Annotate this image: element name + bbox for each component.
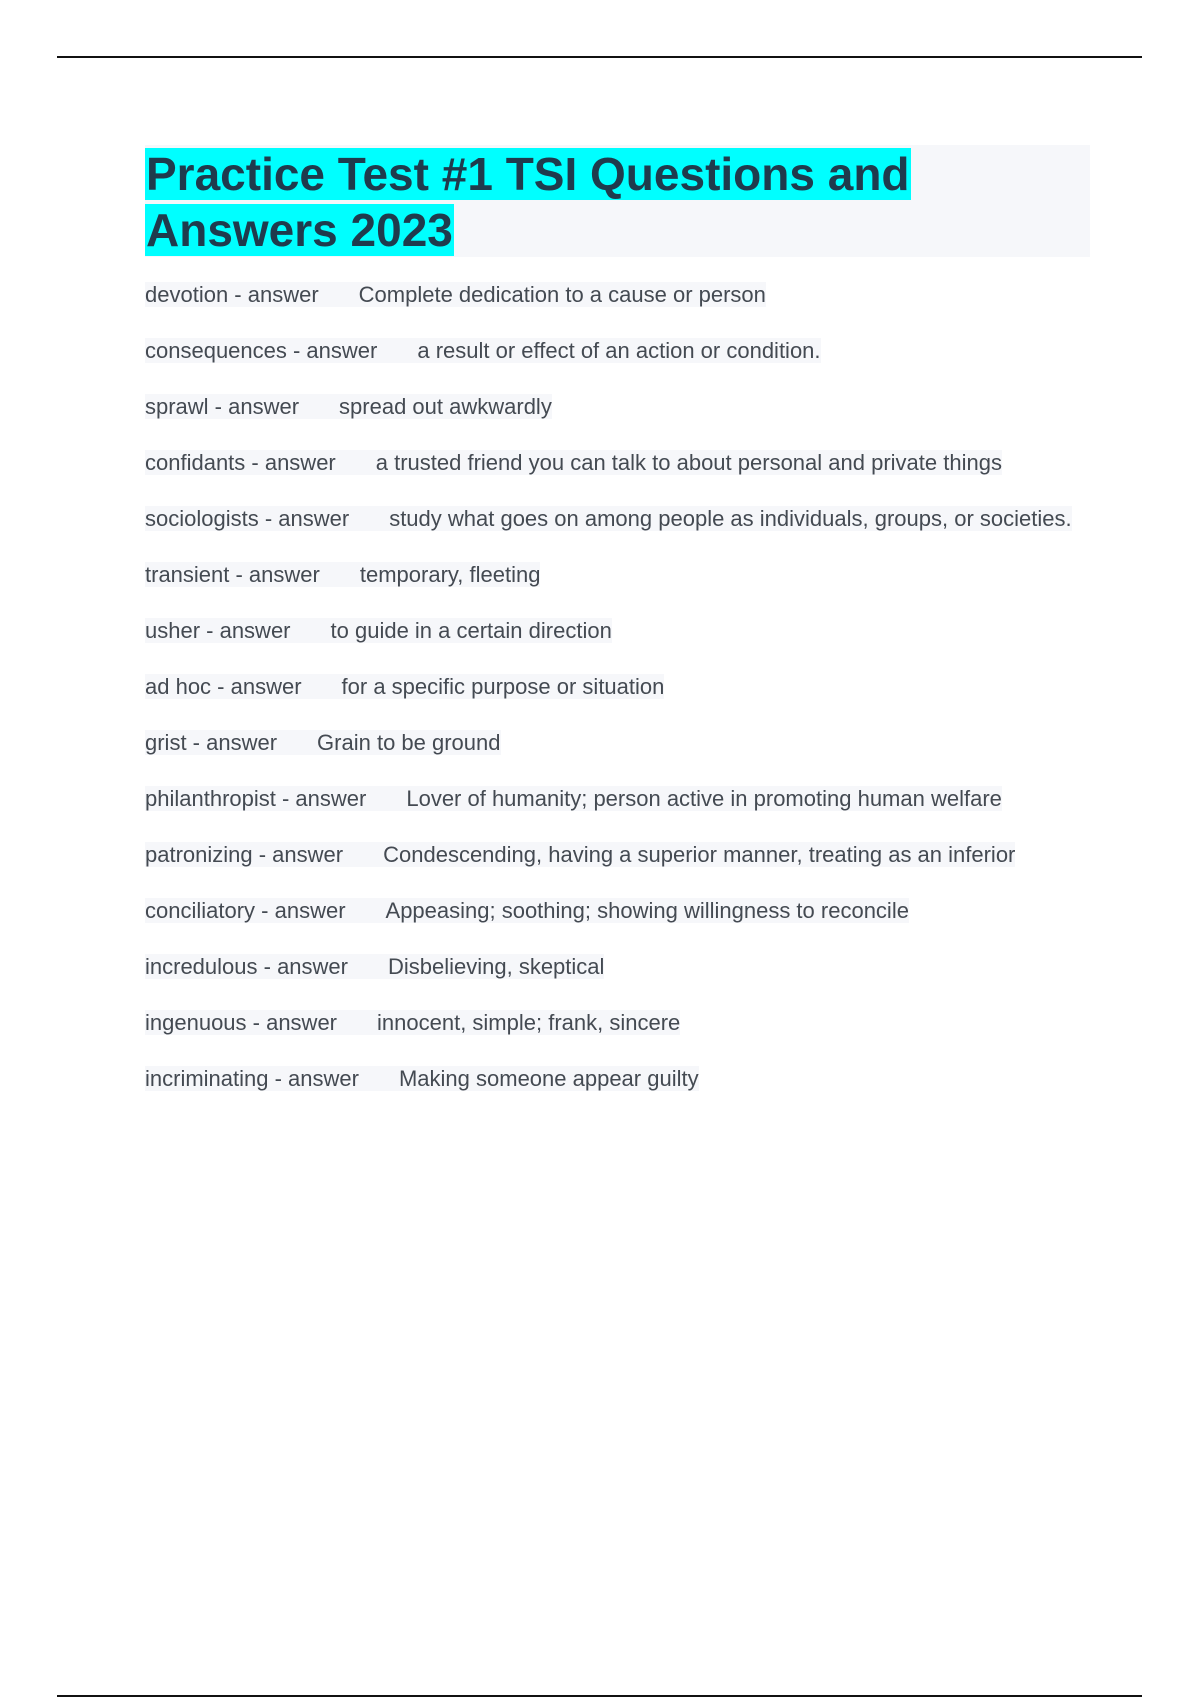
title-box: [145, 145, 1090, 257]
page-title: [145, 145, 1090, 258]
qa-term: conciliatory - answer: [145, 898, 346, 923]
qa-answer: innocent, simple; frank, sincere: [377, 1010, 681, 1035]
qa-item: [145, 281, 1090, 309]
qa-list: [145, 281, 1090, 1093]
qa-answer: Complete dedication to a cause or person: [358, 282, 766, 307]
qa-term: grist - answer: [145, 730, 278, 755]
qa-answer: a result or effect of an action or condition.: [417, 338, 821, 363]
qa-term: usher - answer: [145, 618, 291, 643]
qa-answer: spread out awkwardly: [339, 394, 552, 419]
document-content: [145, 145, 1090, 1121]
qa-term: philanthropist - answer: [145, 786, 367, 811]
qa-item: [145, 449, 1090, 477]
qa-term: devotion - answer: [145, 282, 319, 307]
qa-item: [145, 785, 1090, 813]
qa-item: [145, 953, 1090, 981]
qa-answer: Making someone appear guilty: [398, 1066, 699, 1091]
qa-answer: Lover of humanity; person active in promoting human welfare: [406, 786, 1002, 811]
qa-item: [145, 617, 1090, 645]
qa-answer: for a specific purpose or situation: [341, 674, 665, 699]
qa-answer: study what goes on among people as individuals, groups, or societies.: [389, 506, 1072, 531]
qa-item: [145, 673, 1090, 701]
qa-term: incriminating - answer: [145, 1066, 359, 1091]
qa-term: ad hoc - answer: [145, 674, 302, 699]
qa-answer: Grain to be ground: [317, 730, 501, 755]
qa-item: [145, 505, 1090, 533]
qa-term: ingenuous - answer: [145, 1010, 338, 1035]
qa-item: [145, 337, 1090, 365]
qa-term: consequences - answer: [145, 338, 378, 363]
title-highlight: Practice Test #1 TSI Questions and Answers 2023: [146, 148, 910, 256]
qa-item: [145, 841, 1090, 869]
qa-item: [145, 1009, 1090, 1037]
qa-item: [145, 729, 1090, 757]
qa-term: confidants - answer: [145, 450, 336, 475]
qa-term: sprawl - answer: [145, 394, 300, 419]
top-rule: [57, 56, 1142, 58]
qa-item: [145, 561, 1090, 589]
bottom-rule: [57, 1695, 1142, 1697]
qa-answer: to guide in a certain direction: [330, 618, 612, 643]
qa-answer: Condescending, having a superior manner, treating as an inferior: [383, 842, 1016, 867]
qa-answer: Appeasing; soothing; showing willingness to reconcile: [385, 898, 909, 923]
qa-term: patronizing - answer: [145, 842, 344, 867]
qa-term: incredulous - answer: [145, 954, 348, 979]
qa-term: transient - answer: [145, 562, 320, 587]
qa-answer: Disbelieving, skeptical: [387, 954, 605, 979]
qa-item: [145, 897, 1090, 925]
qa-term: sociologists - answer: [145, 506, 350, 531]
qa-item: [145, 1065, 1090, 1093]
qa-answer: a trusted friend you can talk to about personal and private things: [375, 450, 1002, 475]
qa-answer: temporary, fleeting: [359, 562, 541, 587]
qa-item: [145, 393, 1090, 421]
